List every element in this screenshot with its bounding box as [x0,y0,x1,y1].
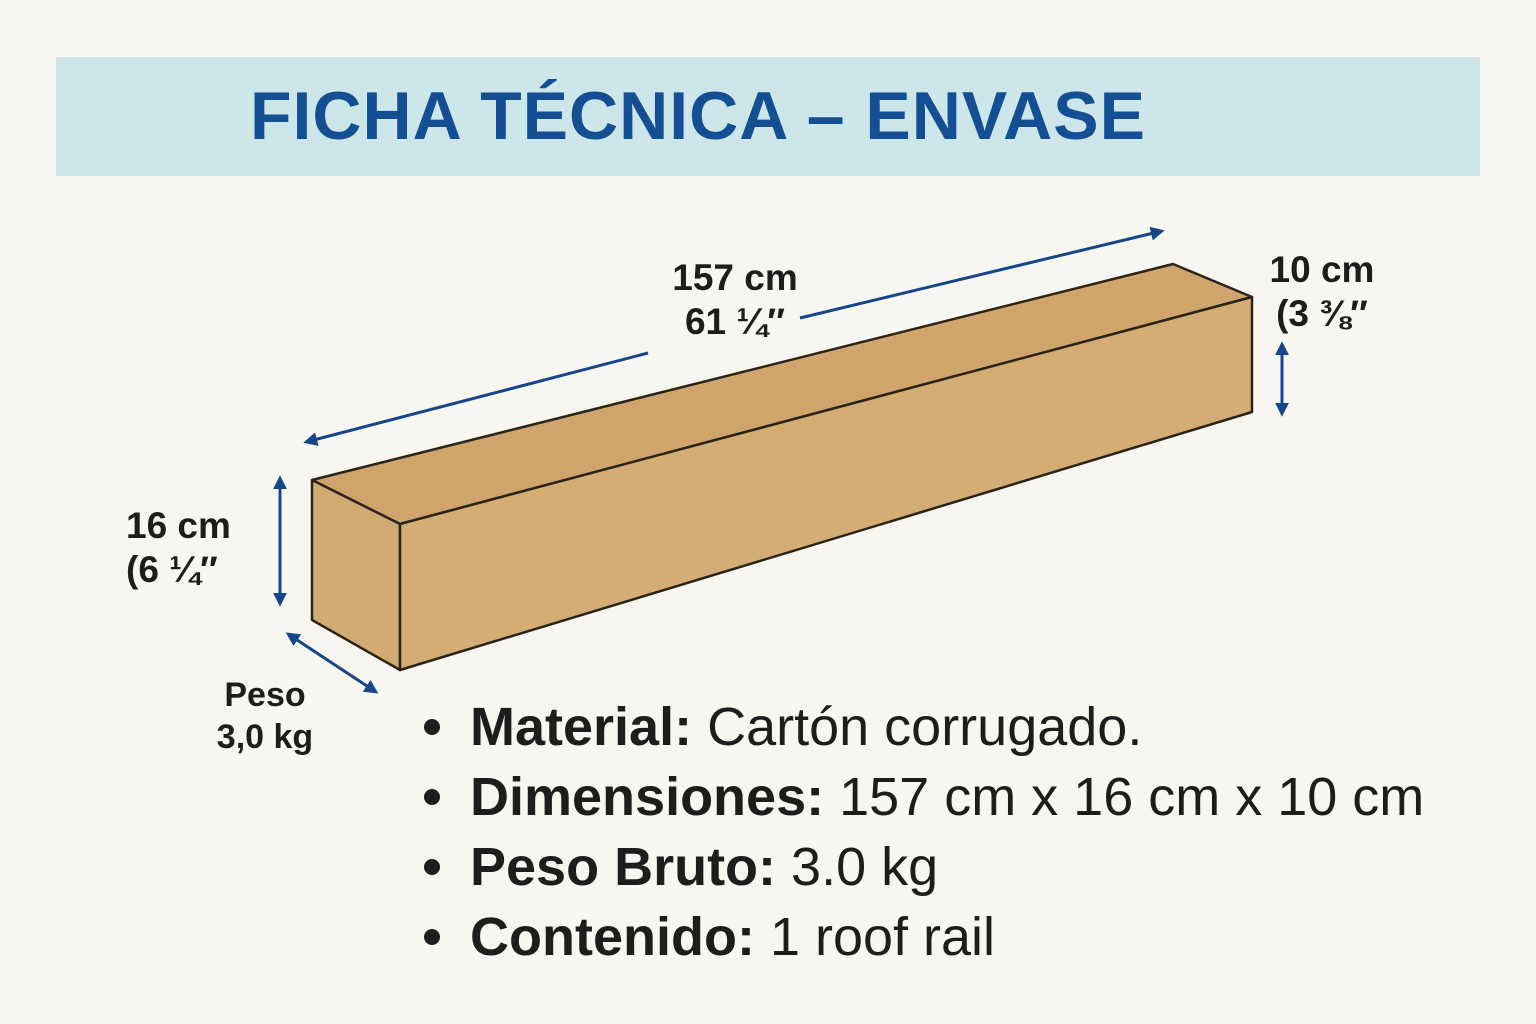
spec-value: Cartón corrugado. [692,697,1143,757]
weight-label [190,674,340,758]
spec-key: Material: [470,697,693,757]
spec-item-material [418,692,1424,762]
height-label-imperial: (3 ⅜″ [1276,293,1368,334]
bullet-icon [424,719,440,735]
spec-value: 1 roof rail [754,907,996,967]
weight-label-line2: 3,0 kg [216,718,314,756]
spec-value: 3.0 kg [776,837,939,897]
spec-key: Dimensiones: [470,767,825,827]
spec-item-dimensions [418,762,1424,832]
spec-key: Peso Bruto: [470,837,777,897]
bullet-icon [424,789,440,805]
width-label-metric: 16 cm [126,505,231,546]
width-label-imperial: (6 ¼″ [126,549,218,590]
width-label [126,504,262,592]
height-label-metric: 10 cm [1269,249,1375,290]
bullet-icon [424,929,440,945]
length-label [640,256,830,344]
spec-key: Contenido: [470,907,755,967]
spec-item-gross-weight [418,832,1424,902]
spec-item-contents [418,902,1424,972]
spec-value: 157 cm x 16 cm x 10 cm [824,767,1425,827]
length-label-metric: 157 cm [672,257,798,298]
spec-list [418,692,1424,972]
bullet-icon [424,859,440,875]
page-title: FICHA TÉCNICA – ENVASE [249,78,1146,154]
weight-label-line1: Peso [224,676,306,714]
height-label [1252,248,1392,336]
length-label-imperial: 61 ¼″ [684,301,785,342]
